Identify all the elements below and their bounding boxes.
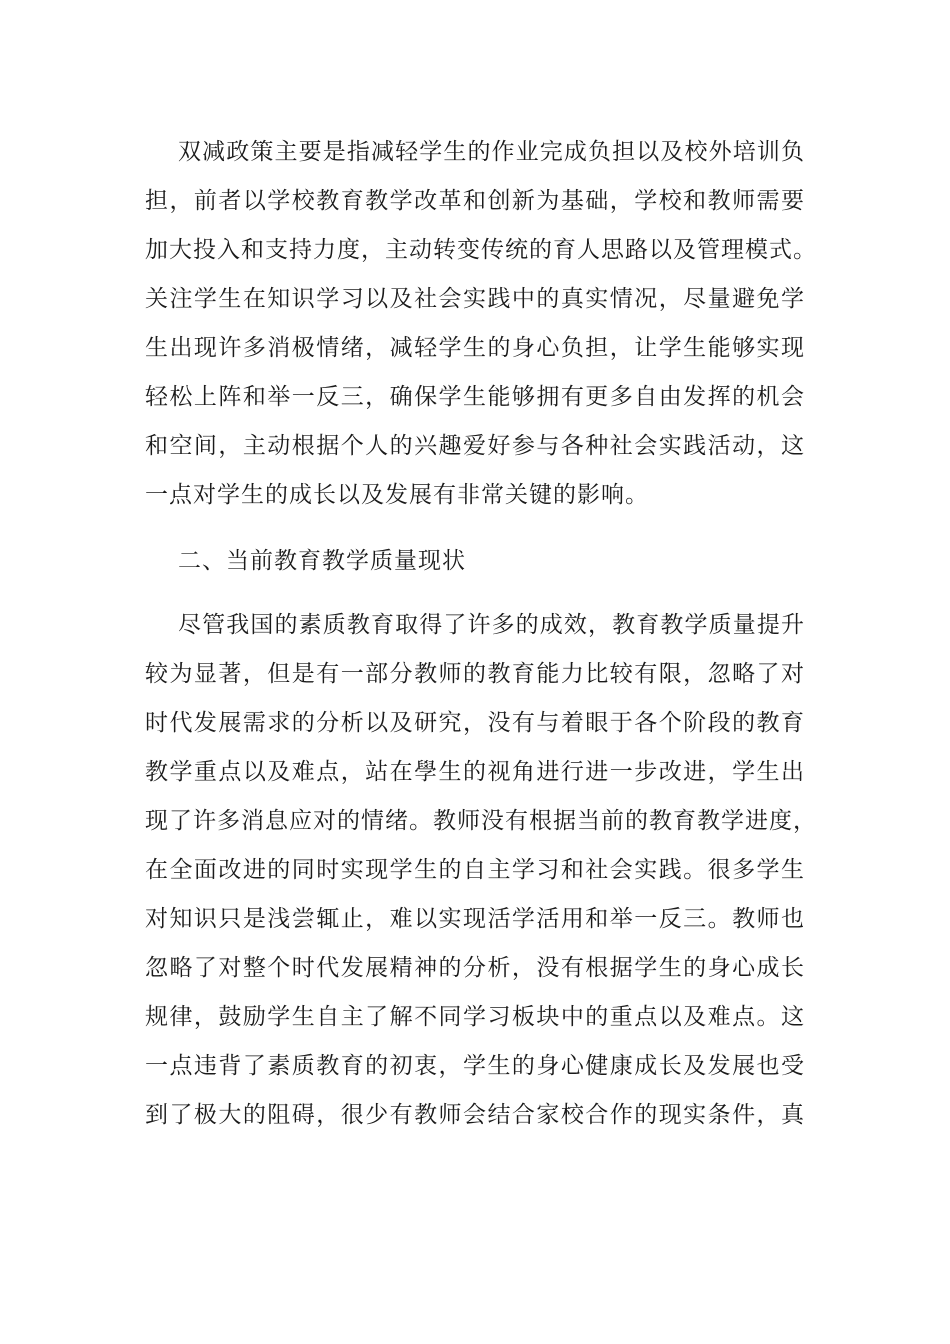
- paragraph-2-line-6: 在全面改进的同时实现学生的自主学习和社会实践。很多学生: [145, 857, 805, 883]
- paragraph-2-line-7: 对知识只是浅尝辄止，难以实现活学活用和举一反三。教师也: [145, 906, 805, 932]
- paragraph-2-line-10: 一点违背了素质教育的初衷，学生的身心健康成长及发展也受: [145, 1053, 805, 1079]
- section-heading: 二、当前教育教学质量现状: [178, 548, 466, 574]
- paragraph-2-line-9: 规律，鼓励学生自主了解不同学习板块中的重点以及难点。这: [145, 1004, 805, 1030]
- paragraph-2-line-4: 教学重点以及难点，站在學生的视角进行进一步改进，学生出: [145, 759, 805, 785]
- paragraph-1-line-5: 生出现许多消极情绪，减轻学生的身心负担，让学生能够实现: [145, 335, 805, 361]
- paragraph-1-line-4: 关注学生在知识学习以及社会实践中的真实情况，尽量避免学: [145, 286, 805, 312]
- paragraph-2-line-11: 到了极大的阻碍，很少有教师会结合家校合作的现实条件，真: [145, 1102, 805, 1128]
- paragraph-1-line-7: 和空间，主动根据个人的兴趣爱好参与各种社会实践活动，这: [145, 433, 805, 459]
- paragraph-1-line-3: 加大投入和支持力度，主动转变传统的育人思路以及管理模式。: [145, 237, 817, 263]
- paragraph-2-line-2: 较为显著，但是有一部分教师的教育能力比较有限，忽略了对: [145, 661, 805, 687]
- paragraph-1-line-6: 轻松上阵和举一反三，确保学生能够拥有更多自由发挥的机会: [145, 384, 805, 410]
- paragraph-1-line-2: 担，前者以学校教育教学改革和创新为基础，学校和教师需要: [145, 188, 805, 214]
- paragraph-2-line-5: 现了许多消息应对的情绪。教师没有根据当前的教育教学进度，: [145, 808, 817, 834]
- paragraph-2-line-1: 尽管我国的素质教育取得了许多的成效，教育教学质量提升: [178, 612, 805, 638]
- paragraph-1-line-1: 双减政策主要是指减轻学生的作业完成负担以及校外培训负: [178, 139, 805, 165]
- paragraph-1-line-8: 一点对学生的成长以及发展有非常关键的影响。: [145, 482, 649, 508]
- paragraph-2-line-3: 时代发展需求的分析以及研究，没有与着眼于各个阶段的教育: [145, 710, 805, 736]
- paragraph-2-line-8: 忽略了对整个时代发展精神的分析，没有根据学生的身心成长: [145, 955, 805, 981]
